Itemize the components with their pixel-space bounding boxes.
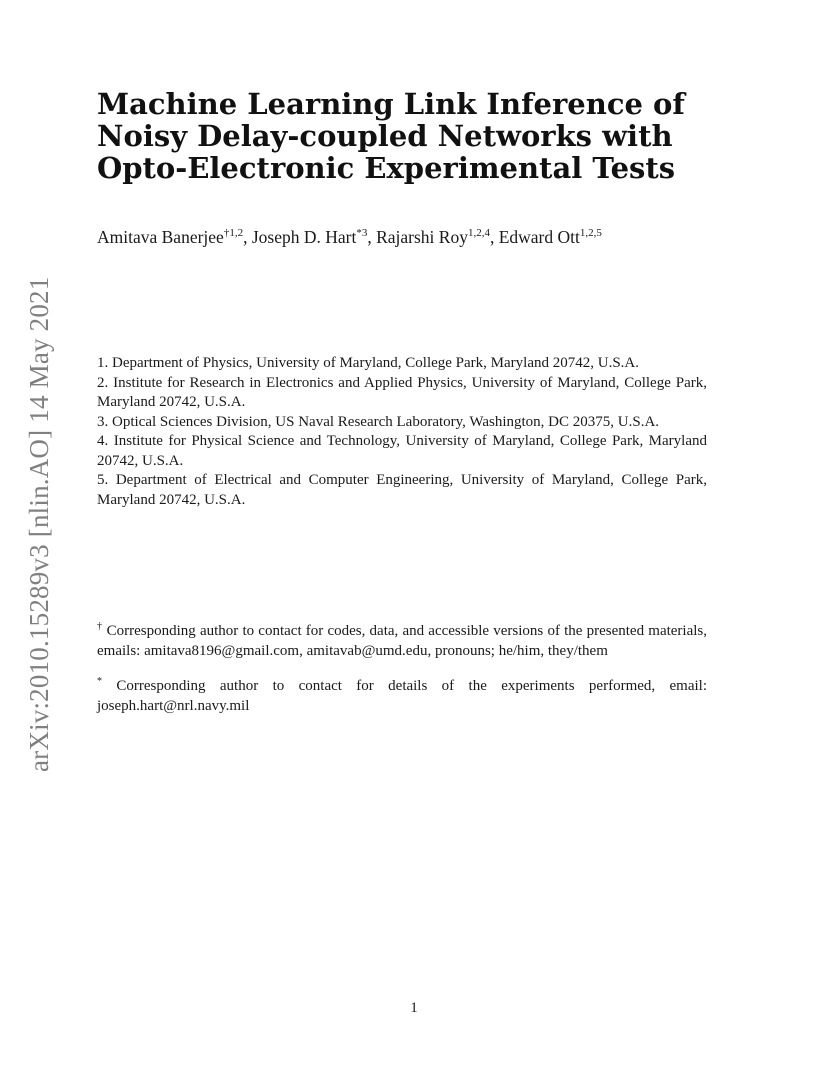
corresponding-author-note <box>97 677 707 716</box>
title-line: Opto-Electronic Experimental Tests <box>97 151 676 185</box>
title-line: Noisy Delay-coupled Networks with <box>97 119 673 153</box>
title-line: Machine Learning Link Inference of <box>97 87 685 121</box>
author-name: Joseph D. Hart <box>251 227 357 247</box>
author-affiliation-marks: †1,2 <box>223 227 244 239</box>
author-separator: , <box>367 227 377 247</box>
note-text: Corresponding author to contact for details of the experiments performed, email: joseph.hart@nrl.navy.mil <box>97 678 707 714</box>
author-name: Amitava Banerjee <box>97 227 224 247</box>
note-text: Corresponding author to contact for codes, data, and accessible versions of the presented materials, emails: amitava8196@gmail.com, amitavab@umd.edu, pronouns; he/him, they/them <box>97 623 707 659</box>
note-mark: * <box>97 676 102 687</box>
author-affiliation-marks: 1,2,4 <box>467 227 490 239</box>
corresponding-author-notes <box>97 622 707 716</box>
affiliation-list <box>97 354 707 510</box>
author-name: Rajarshi Roy <box>376 227 468 247</box>
affiliation-item: 2. Institute for Research in Electronics and Applied Physics, University of Maryland, College Park, Maryland 20742, U.S.A. <box>97 374 707 410</box>
affiliation-item: 3. Optical Sciences Division, US Naval Research Laboratory, Washington, DC 20375, U.S.A. <box>97 413 660 430</box>
paper-title <box>97 88 727 184</box>
author-list <box>97 225 727 249</box>
affiliation-item: 1. Department of Physics, University of Maryland, College Park, Maryland 20742, U.S.A. <box>97 355 639 371</box>
author-separator: , <box>243 227 252 247</box>
corresponding-author-note <box>97 622 707 661</box>
author-affiliation-marks: 1,2,5 <box>579 227 602 239</box>
author-name: Edward Ott <box>498 227 580 247</box>
author-separator: , <box>489 227 499 247</box>
affiliation-item: 5. Department of Electrical and Computer Engineering, University of Maryland, College Park, Maryland 20742, U.S.A. <box>97 472 707 508</box>
author-affiliation-marks: *3 <box>356 227 368 239</box>
arxiv-identifier[interactable]: arXiv:2010.15289v3 [nlin.AO] 14 May 2021 <box>24 276 54 772</box>
page-number: 1 <box>410 1000 418 1016</box>
note-mark: † <box>97 621 103 632</box>
affiliation-item: 4. Institute for Physical Science and Technology, University of Maryland, College Park, Maryland 20742, U.S.A. <box>97 433 707 469</box>
